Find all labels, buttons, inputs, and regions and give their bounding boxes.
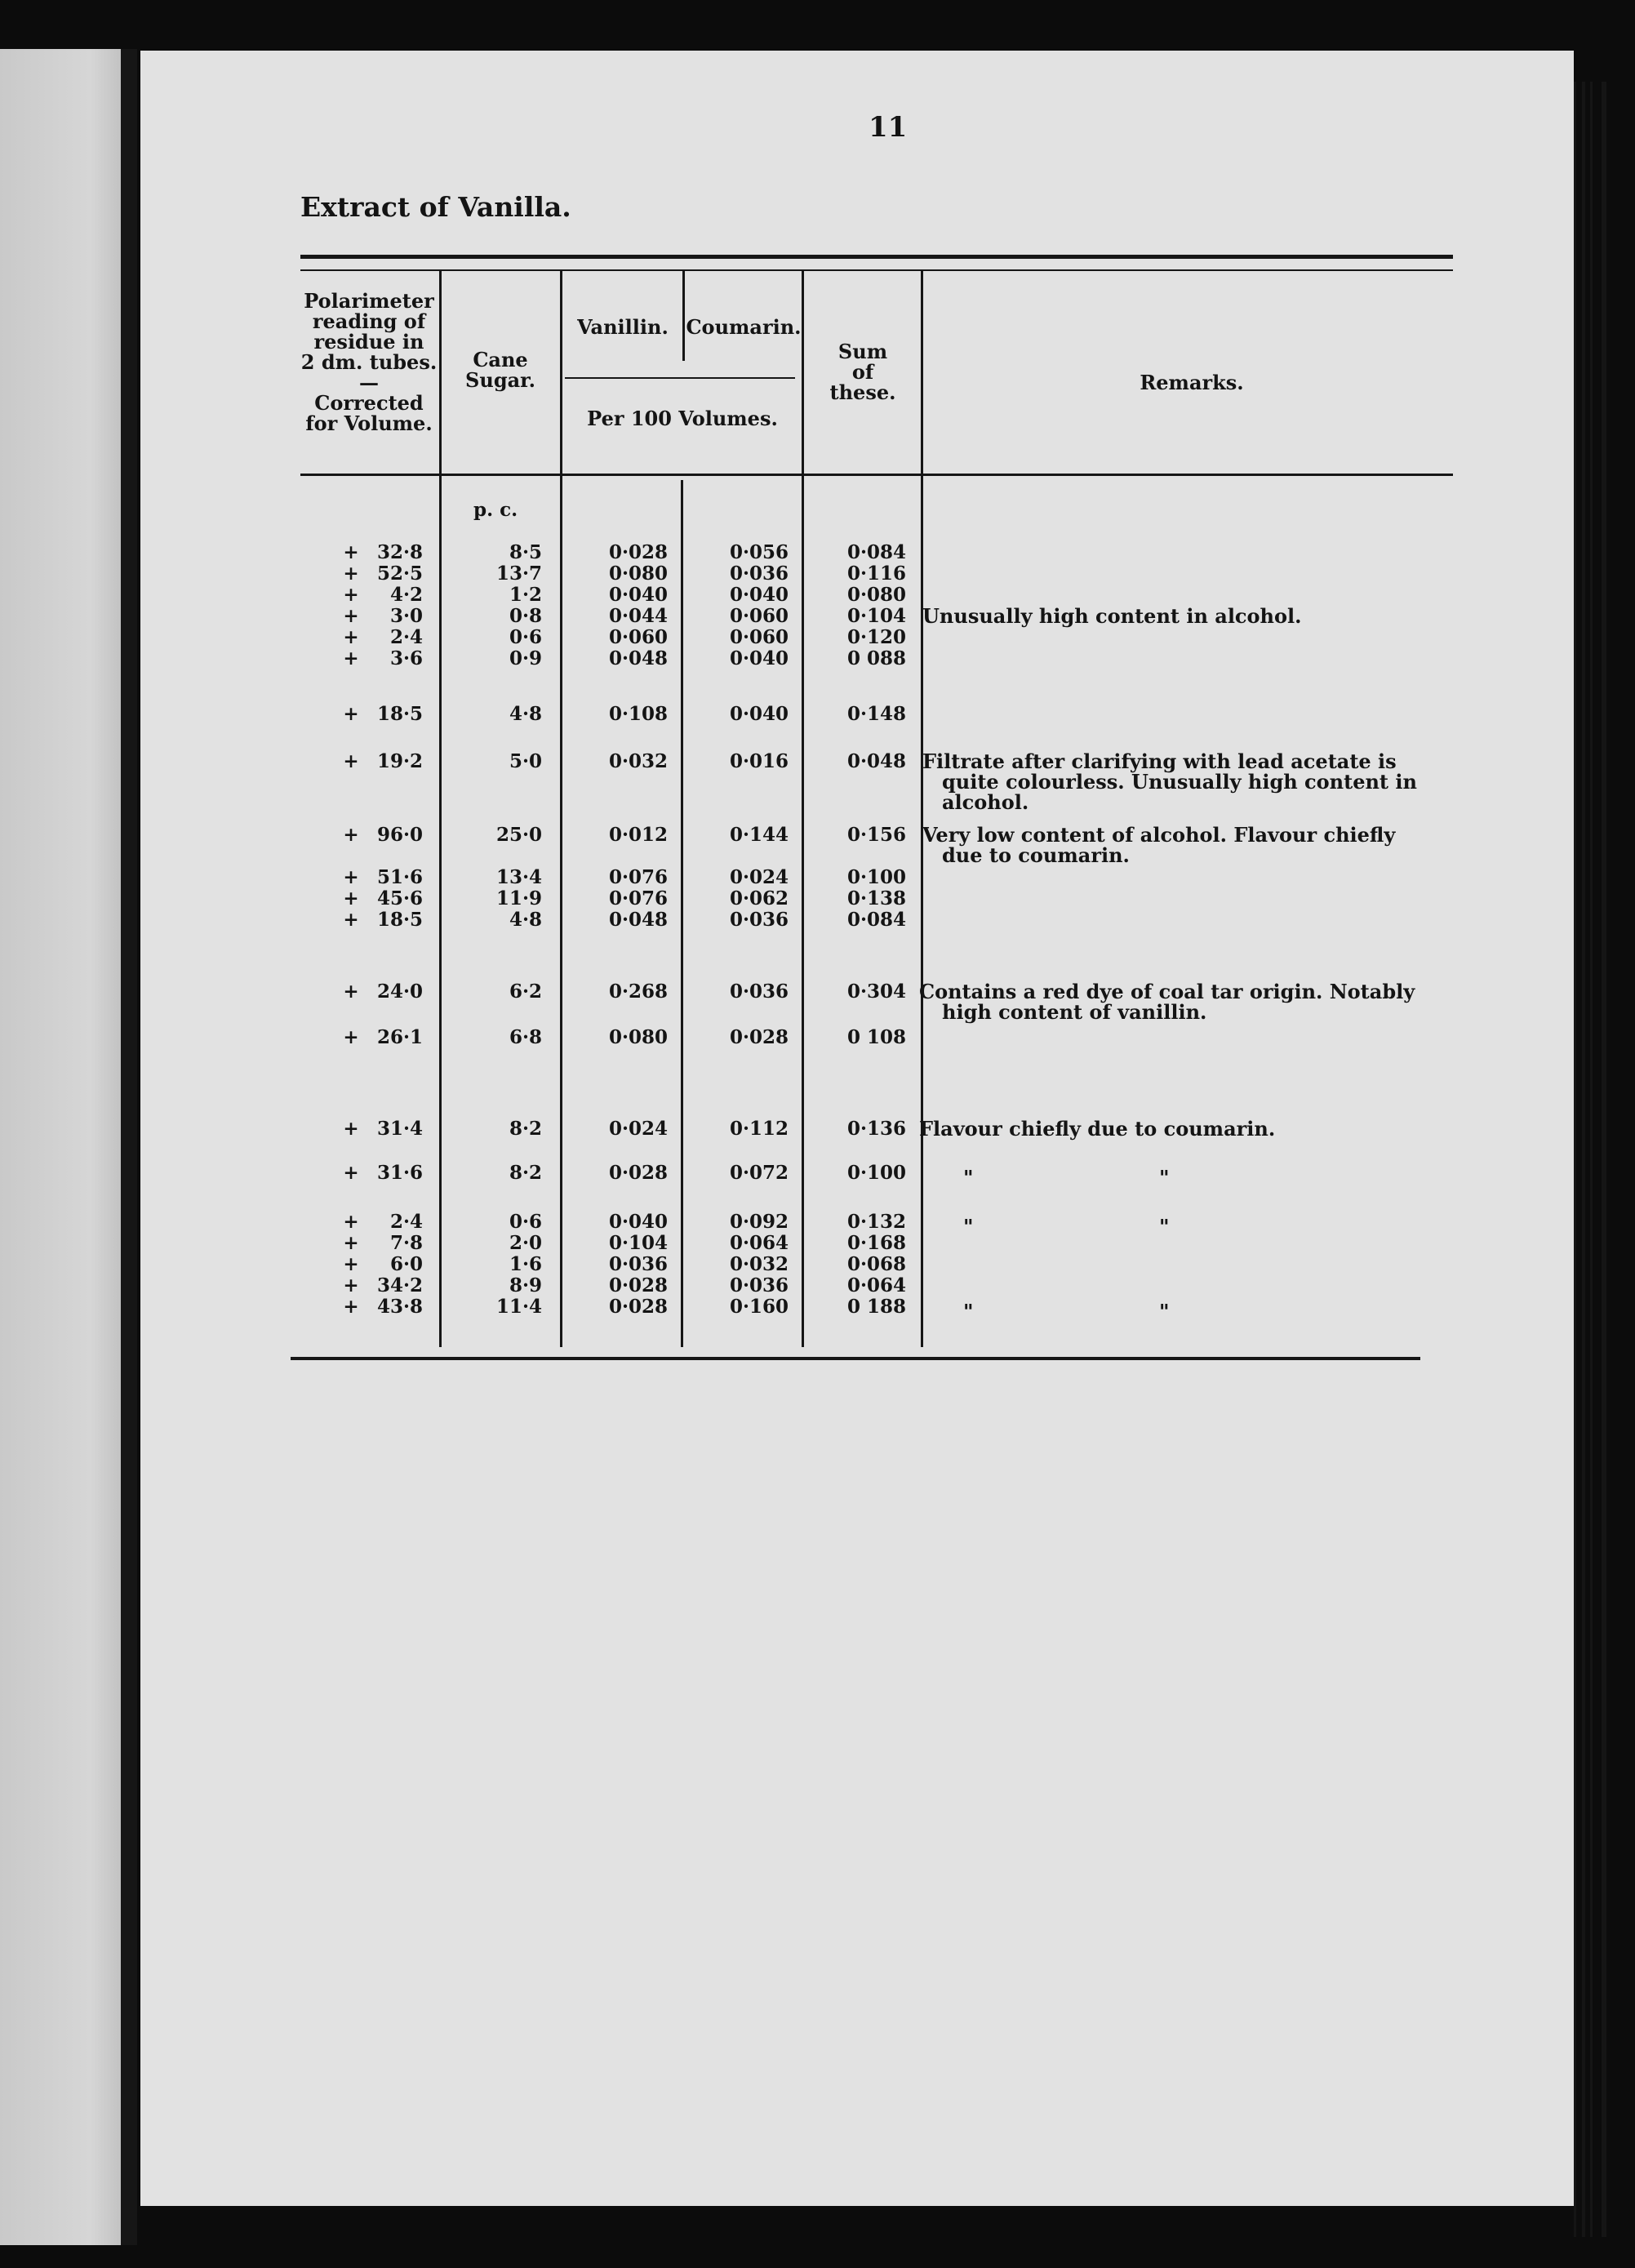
table-cell-cane: 8·2 xyxy=(509,1162,542,1184)
page-edge-rules xyxy=(1572,82,1621,2237)
ditto-mark: " xyxy=(963,1300,974,1323)
table-cell-sign: + xyxy=(343,1211,359,1233)
table-cell-coumarin: 0·024 xyxy=(729,866,789,888)
table-cell-cane: 0·8 xyxy=(509,605,542,627)
table-cell-polarimeter: 43·8 xyxy=(376,1296,423,1318)
table-cell-sign: + xyxy=(343,750,359,772)
table-cell-sign: + xyxy=(343,605,359,627)
facing-page-gutter xyxy=(121,49,137,2245)
column-divider xyxy=(682,271,685,361)
ditto-mark: " xyxy=(963,1215,974,1239)
table-cell-sum: 0·100 xyxy=(846,866,907,888)
table-top-rule-thin xyxy=(300,269,1453,271)
table-cell-vanillin: 0·040 xyxy=(608,1211,669,1233)
table-cell-sum: 0·304 xyxy=(846,981,907,1003)
table-cell-polarimeter: 2·4 xyxy=(389,1211,423,1233)
table-cell-cane: 8·2 xyxy=(509,1118,542,1140)
table-cell-coumarin: 0·016 xyxy=(729,750,789,772)
column-divider xyxy=(681,480,683,1347)
table-cell-polarimeter: 31·4 xyxy=(376,1118,423,1140)
table-cell-coumarin: 0·040 xyxy=(729,584,789,606)
table-cell-sign: + xyxy=(343,584,359,606)
table-cell-sign: + xyxy=(343,541,359,563)
table-cell-coumarin: 0·060 xyxy=(729,605,789,627)
table-cell-cane: 13·7 xyxy=(495,563,542,585)
table-cell-cane: 25·0 xyxy=(495,824,542,846)
header-remarks: Remarks. xyxy=(1140,371,1244,394)
table-cell-sum: 0·080 xyxy=(846,584,907,606)
table-cell-sign: + xyxy=(343,824,359,846)
remark-text: quite colourless. Unusually high content in xyxy=(942,770,1417,794)
table-cell-sum: 0·168 xyxy=(846,1232,907,1254)
table-cell-polarimeter: 7·8 xyxy=(389,1232,423,1254)
table-cell-sign: + xyxy=(343,1162,359,1184)
page-number: 11 xyxy=(869,111,908,144)
table-cell-vanillin: 0·268 xyxy=(608,981,669,1003)
table-cell-sign: + xyxy=(343,563,359,585)
table-cell-sum: 0·104 xyxy=(846,605,907,627)
table-cell-cane: 11·4 xyxy=(495,1296,542,1318)
table-cell-cane: 4·8 xyxy=(509,909,542,931)
table-cell-vanillin: 0·104 xyxy=(608,1232,669,1254)
table-cell-vanillin: 0·080 xyxy=(608,1026,669,1048)
table-cell-cane: 1·6 xyxy=(509,1253,542,1275)
remark-text: Very low content of alcohol. Flavour chiefly xyxy=(922,823,1396,847)
remark-text: Unusually high content in alcohol. xyxy=(922,604,1302,628)
table-cell-vanillin: 0·048 xyxy=(608,909,669,931)
column-divider xyxy=(560,271,562,1347)
table-cell-coumarin: 0·064 xyxy=(729,1232,789,1254)
table-cell-cane: 1·2 xyxy=(509,584,542,606)
table-cell-sign: + xyxy=(343,1274,359,1296)
remark-text: Contains a red dye of coal tar origin. Notably xyxy=(919,980,1415,1003)
facing-page-strip xyxy=(0,49,129,2245)
table-cell-vanillin: 0·028 xyxy=(608,1162,669,1184)
table-cell-cane: 0·6 xyxy=(509,1211,542,1233)
ditto-mark: " xyxy=(963,1166,974,1190)
table-cell-polarimeter: 6·0 xyxy=(389,1253,423,1275)
table-cell-sign: + xyxy=(343,1232,359,1254)
table-cell-polarimeter: 3·6 xyxy=(389,647,423,669)
table-cell-sum: 0·100 xyxy=(846,1162,907,1184)
column-divider xyxy=(921,271,923,1347)
table-cell-sum: 0·136 xyxy=(846,1118,907,1140)
table-bottom-rule xyxy=(291,1357,1420,1360)
table-cell-vanillin: 0·032 xyxy=(608,750,669,772)
table-cell-vanillin: 0·076 xyxy=(608,887,669,909)
table-cell-coumarin: 0·060 xyxy=(729,626,789,648)
table-cell-sign: + xyxy=(343,1118,359,1140)
table-cell-sum: 0·148 xyxy=(846,703,907,725)
table-cell-polarimeter: 4·2 xyxy=(389,584,423,606)
table-cell-coumarin: 0·144 xyxy=(729,824,789,846)
table-cell-sum: 0·120 xyxy=(846,626,907,648)
table-cell-sum: 0 188 xyxy=(846,1296,907,1318)
table-cell-sign: + xyxy=(343,866,359,888)
table-cell-vanillin: 0·044 xyxy=(608,605,669,627)
table-cell-vanillin: 0·012 xyxy=(608,824,669,846)
table-cell-polarimeter: 24·0 xyxy=(376,981,423,1003)
table-cell-polarimeter: 31·6 xyxy=(376,1162,423,1184)
table-cell-polarimeter: 34·2 xyxy=(376,1274,423,1296)
table-cell-vanillin: 0·036 xyxy=(608,1253,669,1275)
table-cell-coumarin: 0·036 xyxy=(729,1274,789,1296)
header-sum: Sum of these. xyxy=(829,340,896,404)
table-cell-coumarin: 0·112 xyxy=(729,1118,789,1140)
remark-text: due to coumarin. xyxy=(942,843,1130,867)
table-cell-vanillin: 0·040 xyxy=(608,584,669,606)
table-cell-vanillin: 0·080 xyxy=(608,563,669,585)
ditto-mark: " xyxy=(1159,1300,1170,1323)
table-cell-sum: 0·132 xyxy=(846,1211,907,1233)
table-cell-sum: 0·138 xyxy=(846,887,907,909)
table-cell-sign: + xyxy=(343,1026,359,1048)
table-cell-vanillin: 0·024 xyxy=(608,1118,669,1140)
header-per-100-volumes: Per 100 Volumes. xyxy=(587,407,778,430)
table-cell-coumarin: 0·036 xyxy=(729,563,789,585)
table-cell-sum: 0·048 xyxy=(846,750,907,772)
table-cell-polarimeter: 26·1 xyxy=(376,1026,423,1048)
table-cell-vanillin: 0·108 xyxy=(608,703,669,725)
table-cell-cane: 6·2 xyxy=(509,981,542,1003)
table-cell-coumarin: 0·092 xyxy=(729,1211,789,1233)
table-cell-vanillin: 0·060 xyxy=(608,626,669,648)
table-cell-sign: + xyxy=(343,909,359,931)
table-cell-cane: 4·8 xyxy=(509,703,542,725)
table-cell-coumarin: 0·040 xyxy=(729,647,789,669)
table-cell-polarimeter: 2·4 xyxy=(389,626,423,648)
header-polarimeter: Polarimeter reading of residue in 2 dm. tubes. — Corrected for Volume. xyxy=(300,289,438,435)
table-cell-sign: + xyxy=(343,647,359,669)
table-cell-polarimeter: 52·5 xyxy=(376,563,423,585)
table-cell-vanillin: 0·028 xyxy=(608,1274,669,1296)
table-cell-cane: 0·9 xyxy=(509,647,542,669)
table-cell-polarimeter: 18·5 xyxy=(376,909,423,931)
table-cell-cane: 5·0 xyxy=(509,750,542,772)
remark-text: alcohol. xyxy=(942,790,1029,814)
table-cell-sign: + xyxy=(343,887,359,909)
table-cell-polarimeter: 18·5 xyxy=(376,703,423,725)
table-cell-polarimeter: 19·2 xyxy=(376,750,423,772)
table-cell-polarimeter: 96·0 xyxy=(376,824,423,846)
table-cell-polarimeter: 51·6 xyxy=(376,866,423,888)
table-cell-cane: 2·0 xyxy=(509,1232,542,1254)
table-cell-vanillin: 0·048 xyxy=(608,647,669,669)
table-cell-vanillin: 0·076 xyxy=(608,866,669,888)
table-cell-cane: 6·8 xyxy=(509,1026,542,1048)
table-cell-coumarin: 0·160 xyxy=(729,1296,789,1318)
table-top-rule xyxy=(300,255,1453,259)
table-cell-coumarin: 0·036 xyxy=(729,909,789,931)
table-cell-cane: 0·6 xyxy=(509,626,542,648)
table-cell-sum: 0 088 xyxy=(846,647,907,669)
table-cell-cane: 13·4 xyxy=(495,866,542,888)
header-coumarin: Coumarin. xyxy=(686,315,802,339)
table-cell-sum: 0·068 xyxy=(846,1253,907,1275)
cane-sugar-unit: p. c. xyxy=(473,499,518,521)
table-cell-sum: 0·084 xyxy=(846,541,907,563)
remark-text: Filtrate after clarifying with lead acetate is xyxy=(922,749,1397,773)
table-cell-sum: 0 108 xyxy=(846,1026,907,1048)
table-cell-coumarin: 0·028 xyxy=(729,1026,789,1048)
table-cell-sign: + xyxy=(343,626,359,648)
table-cell-vanillin: 0·028 xyxy=(608,541,669,563)
page-title: Extract of Vanilla. xyxy=(300,191,571,223)
table-cell-sum: 0·064 xyxy=(846,1274,907,1296)
header-vanillin: Vanillin. xyxy=(577,315,669,339)
table-cell-vanillin: 0·028 xyxy=(608,1296,669,1318)
table-cell-polarimeter: 45·6 xyxy=(376,887,423,909)
table-cell-coumarin: 0·056 xyxy=(729,541,789,563)
header-cane-sugar: Cane Sugar. xyxy=(465,348,535,392)
table-cell-sign: + xyxy=(343,1253,359,1275)
table-cell-coumarin: 0·072 xyxy=(729,1162,789,1184)
table-cell-sum: 0·156 xyxy=(846,824,907,846)
table-cell-sum: 0·084 xyxy=(846,909,907,931)
table-cell-cane: 8·5 xyxy=(509,541,542,563)
table-cell-polarimeter: 32·8 xyxy=(376,541,423,563)
table-cell-coumarin: 0·062 xyxy=(729,887,789,909)
ditto-mark: " xyxy=(1159,1215,1170,1239)
table-cell-coumarin: 0·040 xyxy=(729,703,789,725)
remark-text: Flavour chiefly due to coumarin. xyxy=(919,1117,1276,1141)
table-cell-polarimeter: 3·0 xyxy=(389,605,423,627)
table-cell-cane: 8·9 xyxy=(509,1274,542,1296)
table-cell-coumarin: 0·032 xyxy=(729,1253,789,1275)
table-cell-sign: + xyxy=(343,703,359,725)
ditto-mark: " xyxy=(1159,1166,1170,1190)
table-cell-cane: 11·9 xyxy=(495,887,542,909)
header-bottom-rule xyxy=(300,474,1453,476)
table-cell-sum: 0·116 xyxy=(846,563,907,585)
remark-text: high content of vanillin. xyxy=(942,1000,1207,1024)
table-cell-sign: + xyxy=(343,1296,359,1318)
per-100-rule xyxy=(565,377,795,379)
table-cell-coumarin: 0·036 xyxy=(729,981,789,1003)
table-cell-sign: + xyxy=(343,981,359,1003)
column-divider xyxy=(802,271,804,1347)
